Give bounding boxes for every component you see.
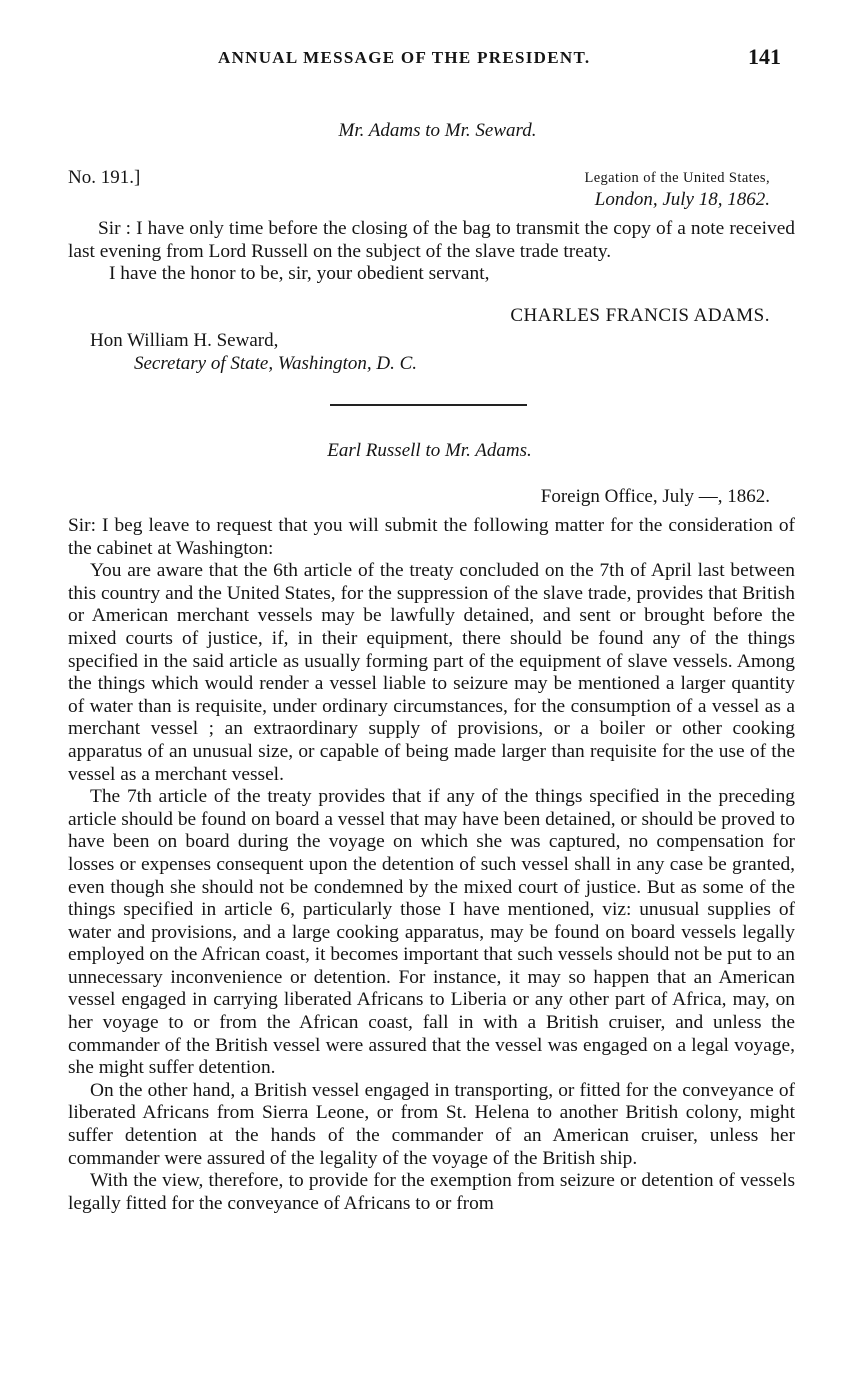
letter2-paragraph: The 7th article of the treaty provides that if any of the things specified in the preceding article should be found on board a vessel that may have been detained, or should be proved to have been on board during the voyage on which she was captured, no compensation for losses or expenses consequent upon the detention of such vessel shall in any case be granted, even though she should not be condemned by the mixed court of justice. But as some of the things specified in article 6, particularly those I have mentioned, viz: unusual supplies of water and provisions, and a large cooking apparatus, may be found on board vessels legally employed on the African coast, it becomes important that such vessels should not be put to an unnecessary inconvenience or detention. For instance, it may so happen that an American vessel engaged in carrying liberated Africans to Liberia or any other part of Africa, may, on her voyage to or from the African coast, fall in with a British cruiser, and unless the commander of the British vessel were assured that the vessel was engaged on a legal voyage, she might suffer detention.: [68, 786, 795, 1079]
letter2-paragraph: With the view, therefore, to provide for the exemption from seizure or detention of vessels legally fitted for the conveyance of Africans to or from: [68, 1170, 795, 1214]
letter1-number: No. 191.]: [68, 167, 141, 188]
letter1-paragraph: Sir : I have only time before the closing of the bag to transmit the copy of a note received last evening from Lord Russell on the subject of the slave trade treaty.: [68, 218, 795, 262]
page-number: 141: [748, 44, 781, 69]
letter2-paragraph: Sir: I beg leave to request that you will submit the following matter for the consideration of the cabinet at Washington:: [68, 515, 795, 559]
addressee-title: Secretary of State, Washington, D. C.: [134, 353, 418, 374]
section-divider: [330, 404, 527, 406]
running-head: [0, 44, 855, 74]
addressee-name: Hon William H. Seward,: [90, 330, 279, 351]
letter2-paragraph: On the other hand, a British vessel engaged in transporting, or fitted for the conveyance of liberated Africans from Sierra Leone, or from St. Helena to another British colony, might suffer detention at the hands of the commander of an American cruiser, unless her commander were assured of the legality of the voyage of the British ship.: [68, 1079, 795, 1169]
running-title: ANNUAL MESSAGE OF THE PRESIDENT.: [218, 48, 591, 67]
letter1-signature: CHARLES FRANCIS ADAMS.: [510, 305, 770, 326]
letter2-paragraph: You are aware that the 6th article of the treaty concluded on the 7th of April last between this country and the United States, for the suppression of the slave trade, provides that British or American merchant vessels may be lawfully detained, and sent or brought before the mixed courts of justice, if, in their equipment, there should be found any of the things specified in the said article as usually forming part of the equipment of slave vessels. Among the things which would render a vessel liable to seizure may be mentioned a larger quantity of water than is requisite, under ordinary circumstances, for the consumption of a vessel as a merchant vessel ; an extraordinary supply of provisions, or a boiler or other cooking apparatus of an unusual size, or capable of being made larger than requisite for the use of the vessel as a merchant vessel.: [68, 560, 795, 785]
letter1-addressee: [90, 329, 417, 375]
letter1-body: [68, 218, 795, 286]
letter2-place-date: Foreign Office, July —, 1862.: [540, 486, 770, 507]
letter1-place-date: London, July 18, 1862.: [594, 189, 770, 210]
letter1-closing: I have the honor to be, sir, your obedient servant,: [109, 263, 490, 285]
letter2-body: [68, 515, 795, 1215]
letter1-legation: Legation of the United States,: [584, 170, 770, 186]
letter1-title: Mr. Adams to Mr. Seward.: [338, 120, 537, 141]
letter2-title: Earl Russell to Mr. Adams.: [327, 440, 532, 461]
